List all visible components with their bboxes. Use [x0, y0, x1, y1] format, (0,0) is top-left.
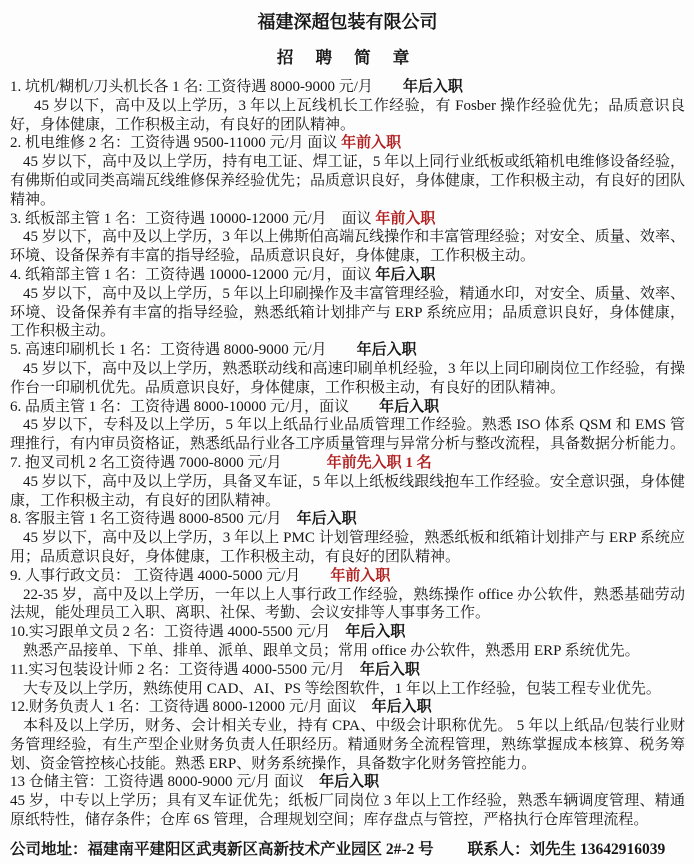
job-description: 45 岁以下，高中及以上学历，3 年以上佛斯伯高端瓦线操作和丰富管理经验；对安全、质量、效率、环境、设备保养有丰富的指导经验，品质意识良好，身体健康，工作积极主动。 [10, 229, 685, 265]
start-date-badge: 年后入职 [402, 79, 463, 95]
job-title-salary: 8. 客服主管 1 名工资待遇 8000-8500 元/月 [10, 511, 297, 528]
job-item [10, 623, 685, 661]
start-date-badge: 年后入职 [345, 624, 406, 641]
job-item [10, 134, 685, 209]
job-title-salary: 13 仓储主管：工资待遇 8000-9000 元/月 面议 [10, 774, 320, 791]
job-heading [10, 661, 685, 680]
job-description: 大专及以上学历，熟练使用 CAD、AI、PS 等绘图软件，1 年以上工作经验，包装工程专业优先。 [23, 680, 661, 697]
start-date-badge: 年后入职 [375, 266, 436, 283]
job-item [10, 266, 685, 341]
start-date-badge: 年前入职 [341, 135, 402, 152]
start-date-badge: 年后入职 [371, 699, 432, 716]
job-heading [10, 698, 685, 717]
job-item [10, 773, 685, 829]
job-description: 45 岁以下，专科及以上学历，5 年以上纸品行业品质管理工作经验。熟悉 ISO 体系 QSM 和 EMS 管理推行，有内审员资格证，熟悉纸品行业各工序质量管理与异常分析与整改流程，具备数据分析能力。 [10, 417, 686, 453]
job-description: 45 岁以下，高中及以上学历，5 年以上印刷操作及丰富管理经验，精通水印，对安全、质量、效率、环境、设备保养有丰富的指导经验，熟悉纸箱计划排产与 ERP 系统应用；品质意识良好，身体健康，工作积极主动。 [10, 285, 685, 340]
start-date-badge: 年后入职 [379, 398, 440, 415]
footer [10, 841, 685, 860]
start-date-badge: 年后入职 [356, 342, 417, 359]
job-heading [10, 454, 685, 473]
job-item [10, 78, 685, 134]
job-description: 45 岁以下，高中及以上学历，熟悉联动线和高速印刷单机经验，3 年以上同印刷岗位工作经验，有操作台一印刷机优先。品质意识良好，身体健康，工作积极主动，有良好的团队精神。 [10, 360, 685, 396]
job-heading [10, 266, 685, 285]
company-address: 公司地址：福建南平建阳区武夷新区高新技术产业园区 2#-2 号 [10, 840, 434, 858]
start-date-badge: 年前入职 [330, 567, 391, 584]
job-title-salary: 10.实习跟单文员 2 名：工资待遇 4000-5500 元/月 [10, 624, 346, 641]
job-heading [10, 623, 685, 642]
job-heading [10, 341, 685, 360]
job-heading [10, 134, 685, 153]
job-title-salary: 1. 坑机/糊机/刀头机长各 1 名: 工资待遇 8000-9000 元/月 [10, 79, 403, 95]
start-date-badge: 年前入职 [375, 210, 436, 227]
doc-title: 招 聘 简 章 [276, 48, 419, 67]
job-description: 45 岁以下，高中及以上学历，3 年以上 PMC 计划管理经验，熟悉纸板和纸箱计划排产与 ERP 系统应用；品质意识良好，身体健康，工作积极主动，有良好的团队精神。 [10, 530, 685, 565]
job-description: 45 岁以下，高中及以上学历，具备叉车证，5 年以上纸板线跟线抱车工作经验。安全意识强，身体健康，工作积极主动，有良好的团队精神。 [10, 473, 685, 509]
job-item [10, 341, 685, 397]
job-title-salary: 3. 纸板部主管 1 名：工资待遇 10000-12000 元/月 面议 [10, 210, 376, 227]
job-heading [10, 510, 685, 529]
job-item [10, 698, 685, 773]
job-title-salary: 6. 品质主管 1 名：工资待遇 8000-10000 元/月，面议 [10, 398, 380, 415]
job-item [10, 398, 685, 454]
job-item [10, 567, 685, 623]
job-description: 熟悉产品接单、下单、排单、派单、跟单文员；常用 office 办公软件，熟悉用 ERP 系统优先。 [23, 642, 640, 659]
job-heading [10, 567, 685, 586]
job-title-salary: 9. 人事行政文员： 工资待遇 4000-5000 元/月 [10, 567, 331, 584]
job-title-salary: 7. 抱叉司机 2 名工资待遇 7000-8000 元/月 [10, 454, 327, 471]
job-item [10, 510, 685, 566]
job-description: 45 岁以下，高中及以上学历，3 年以上瓦线机长工作经验，有 Fosber 操作经验优先；品质意识良好，身体健康，工作积极主动，有良好的团队精神。 [10, 97, 685, 133]
job-heading [10, 78, 685, 97]
job-description: 22-35 岁，高中及以上学历，一年以上人事行政工作经验，熟练操作 office 办公软件，熟悉基础劳动法规，能处理员工入职、离职、社保、考勤、会议安排等人事事务工作。 [10, 586, 685, 622]
start-date-badge: 年后入职 [359, 661, 420, 678]
job-heading [10, 773, 685, 792]
job-heading [10, 210, 685, 229]
job-heading [10, 398, 685, 417]
job-item [10, 210, 685, 266]
job-description: 本科及以上学历，财务、会计相关专业，持有 CPA、中级会计职称优先。 5 年以上纸品/包装行业财务管理经验，有生产型企业财务负责人任职经历。精通财务全流程管理，熟练掌握成本核算、税务筹划、资金管控核心技能。熟悉 ERP、财务系统操作，具备数字化财务管控能力。 [10, 718, 685, 772]
contact-info: 联系人：刘先生 13642916039 [467, 840, 666, 858]
job-item [10, 661, 685, 699]
job-description: 45 岁以下，高中及以上学历，持有电工证、焊工证，5 年以上同行业纸板或纸箱机电维修设备经验，有佛斯伯或同类高端瓦线维修保养经验优先；品质意识良好，身体健康，工作积极主动，有良好的团队精神。 [10, 154, 686, 208]
start-date-badge: 年后入职 [319, 774, 380, 791]
start-date-badge: 年前先入职 1 名 [326, 454, 432, 471]
job-title-salary: 5. 高速印刷机长 1 名：工资待遇 8000-9000 元/月 [10, 342, 357, 359]
job-description: 45 岁，中专以上学历；具有叉车证优先；纸板厂同岗位 3 年以上工作经验，熟悉车辆调度管理、精通原纸特性，储存条件；仓库 6S 管理，合理规划空间；库存盘点与管控，严格执行仓库管理流程。 [10, 793, 685, 829]
job-item [10, 454, 685, 510]
job-title-salary: 11.实习包装设计师 2 名：工资待遇 4000-5500 元/月 [10, 661, 360, 678]
start-date-badge: 年后入职 [296, 511, 357, 528]
job-title-salary: 12.财务负责人 1 名：工资待遇 8000-12000 元/月 面议 [10, 699, 372, 716]
company-name: 福建深超包装有限公司 [257, 12, 438, 32]
job-title-salary: 4. 纸箱部主管 1 名：工资待遇 10000-12000 元/月，面议 [10, 266, 376, 283]
job-title-salary: 2. 机电维修 2 名：工资待遇 9500-11000 元/月 面议 [10, 135, 342, 152]
